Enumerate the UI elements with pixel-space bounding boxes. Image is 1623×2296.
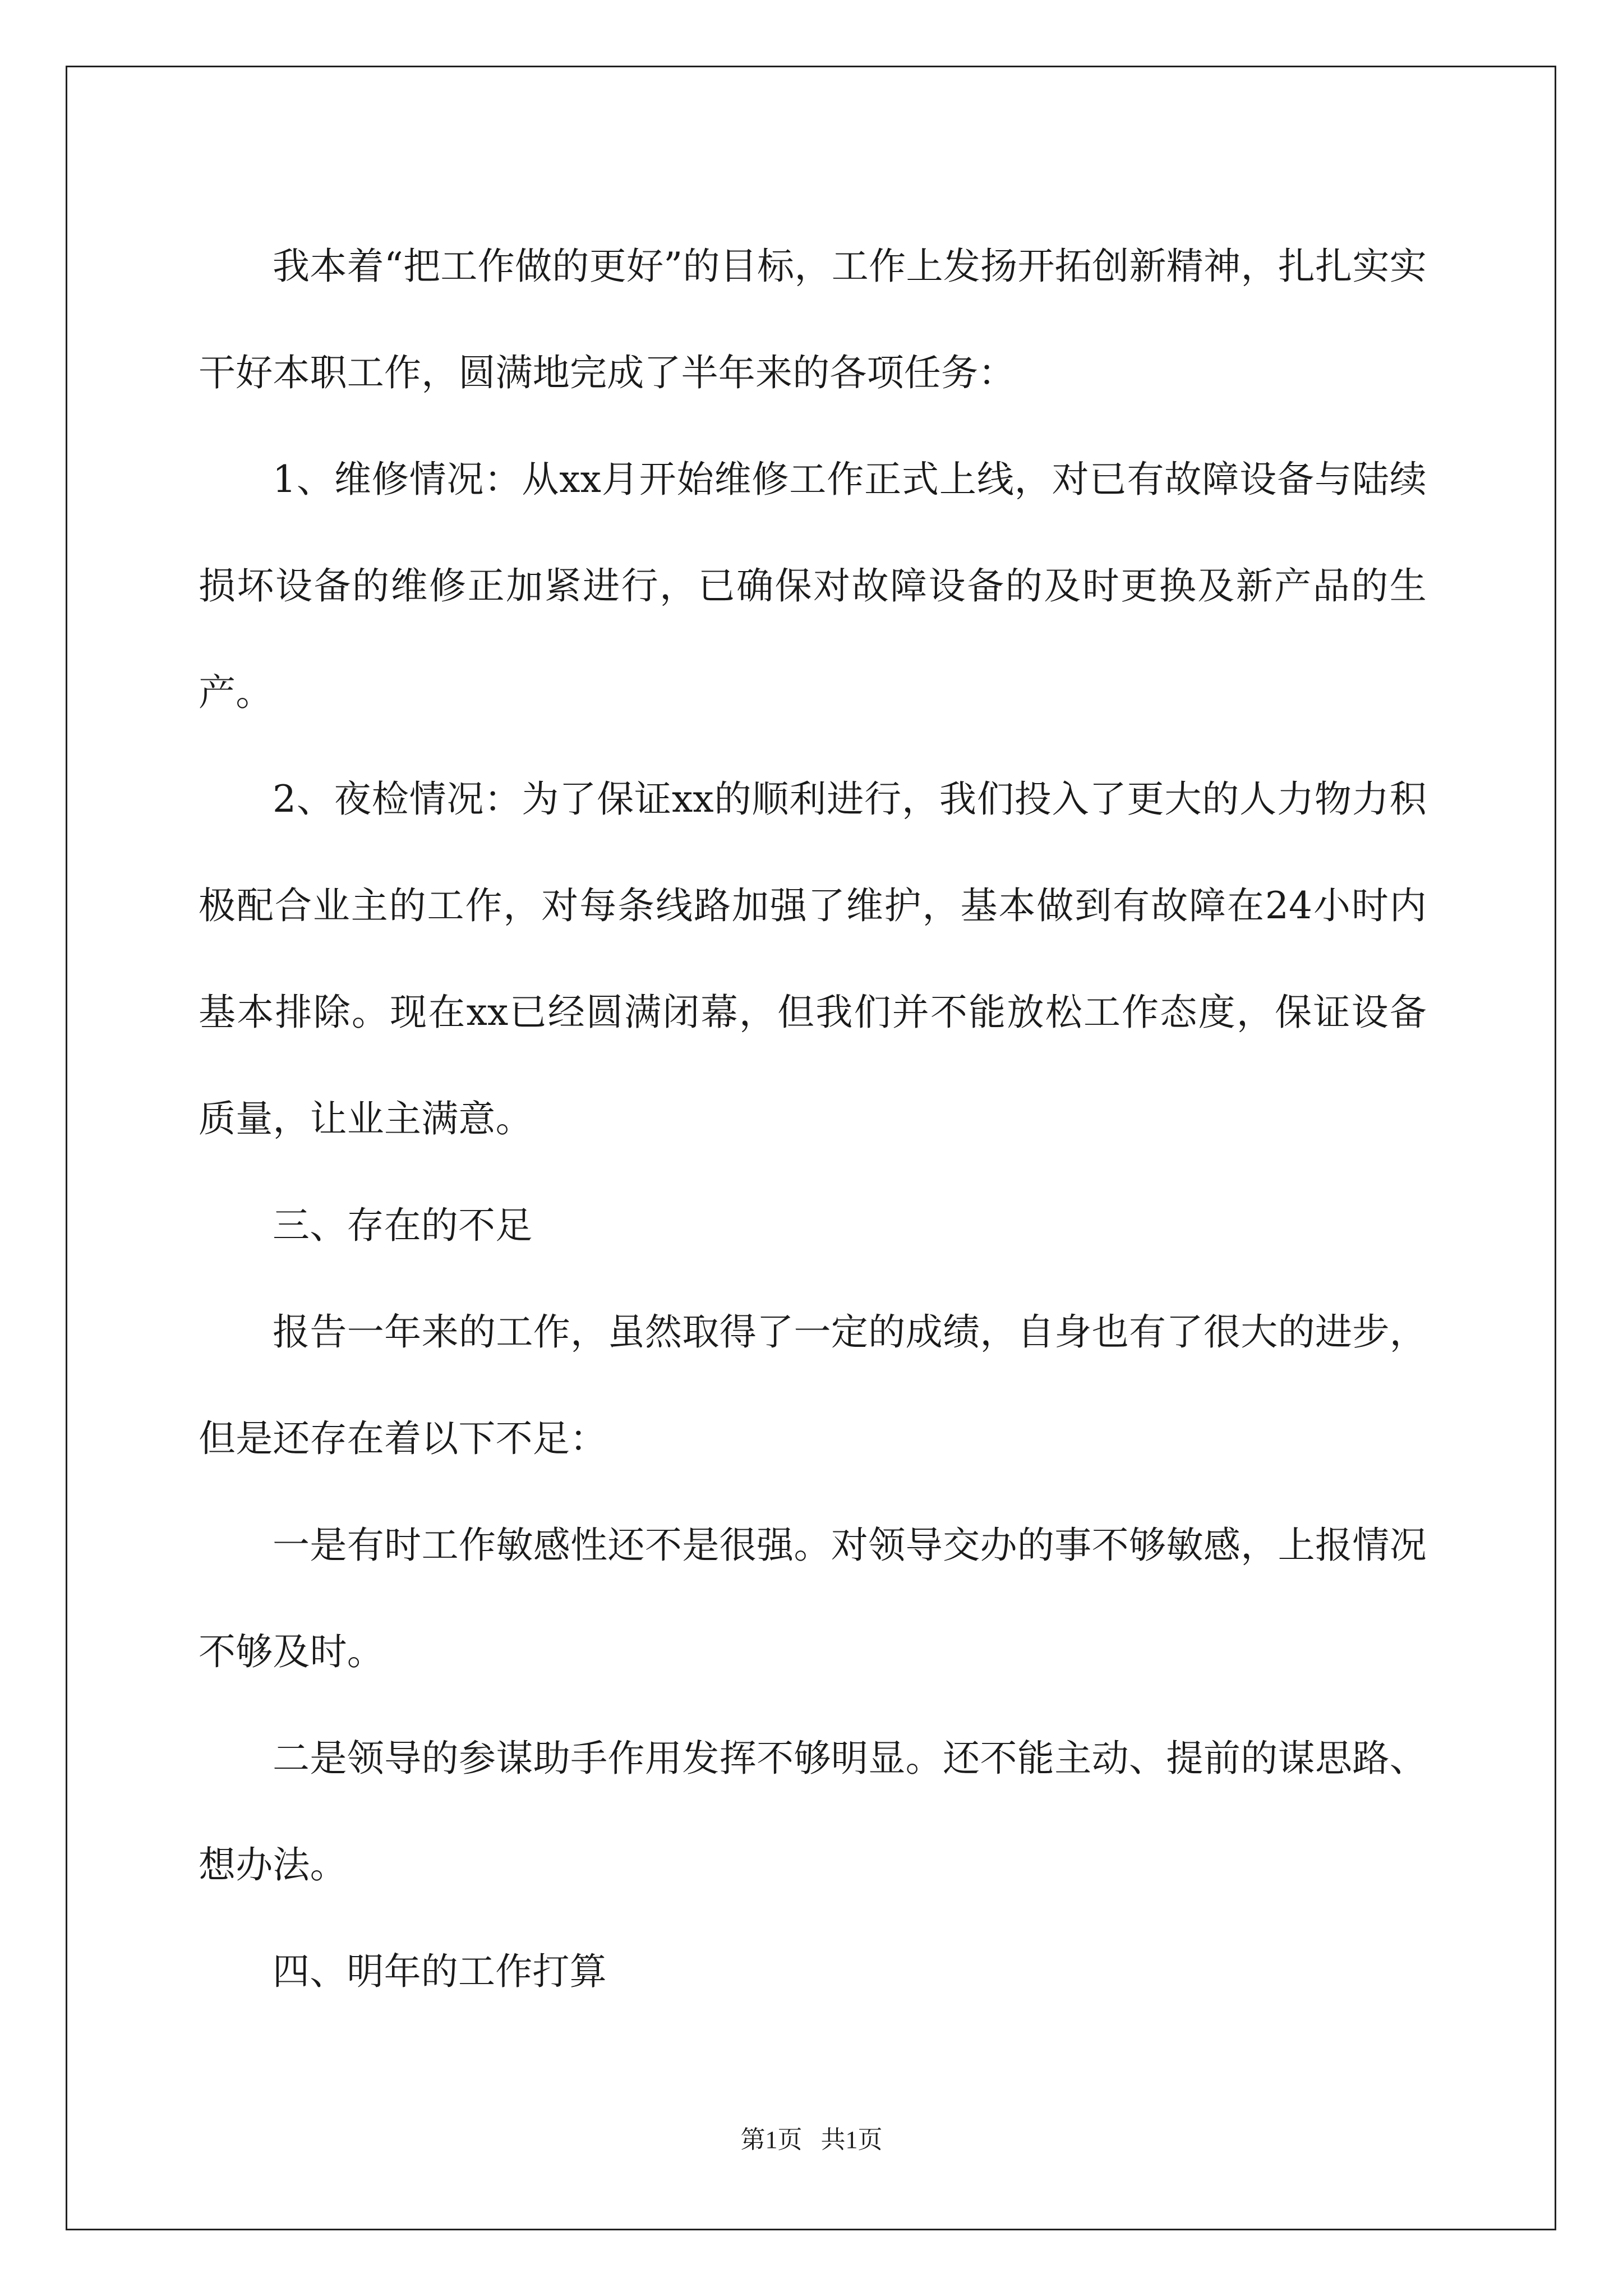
section-heading-3: 三、存在的不足: [273, 1204, 533, 1247]
paragraph-5: 报告一年来的工作，虽然取得了一定的成绩，自身也有了很大的进步，但是还存在着以下不足：: [199, 1310, 1427, 1460]
section-heading-4: 四、明年的工作打算: [273, 1950, 607, 1993]
paragraph-7: 二是领导的参谋助手作用发挥不够明显。还不能主动、提前的谋思路、想办法。: [199, 1737, 1427, 1887]
paragraph-6: 一是有时工作敏感性还不是很强。对领导交办的事不够敏感，上报情况不够及时。: [199, 1524, 1427, 1673]
page-footer: 第1页 共1页: [740, 2126, 883, 2154]
paragraph-2: 1、维修情况：从xx月开始维修工作正式上线，对已有故障设备与陆续损坏设备的维修正加紧进行，已确保对故障设备的及时更换及新产品的生产。: [199, 458, 1427, 714]
document-body: [199, 213, 1427, 2025]
paragraph-1: 我本着“把工作做的更好”的目标，工作上发扬开拓创新精神，扎扎实实干好本职工作，圆满地完成了半年来的各项任务：: [199, 245, 1427, 394]
paragraph-3: 2、夜检情况：为了保证xx的顺利进行，我们投入了更大的人力物力积极配合业主的工作，对每条线路加强了维护，基本做到有故障在24小时内基本排除。现在xx已经圆满闭幕，但我们并不能放松工作态度，保证设备质量，让业主满意。: [199, 777, 1427, 1140]
